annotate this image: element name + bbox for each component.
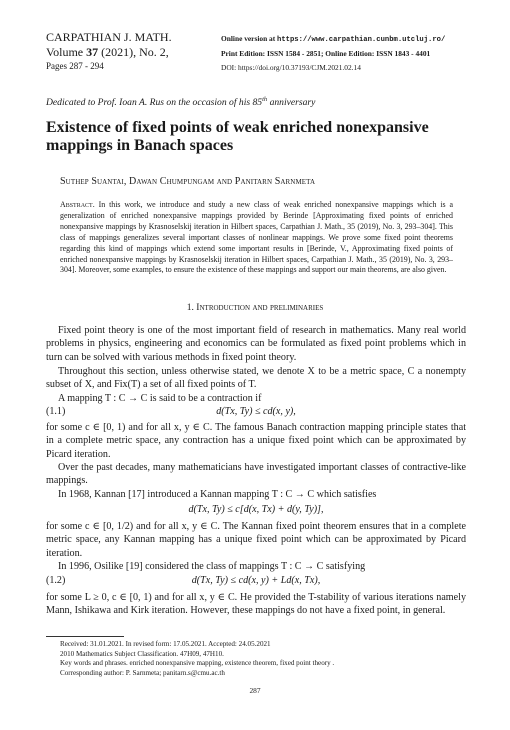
page-number: 287 — [249, 686, 261, 695]
paragraph-8: In 1996, Osilike [19] considered the class of mappings T : C → C satisfying — [58, 561, 366, 572]
footnote-keywords: Key words and phrases. enriched nonexpansive mapping, existence theorem, fixed point theory . — [60, 659, 335, 668]
paragraph-1: Fixed point theory is one of the most important field of research in mathematics. Many real world problems in physics, engineering and economics can be formulated as fixed point problems which in turn can be solved with various methods in fixed point theory. — [46, 325, 466, 363]
paragraph-2: Throughout this section, unless otherwise stated, we denote X to be a metric space, C a nonempty subset of X, and Fix(T) a set of all fixed points of T. — [46, 366, 466, 391]
paragraph-4: for some c ∈ [0, 1) and for all x, y ∈ C. The famous Banach contraction mapping principle states that in a complete metric space, any contraction has a unique fixed point which can be approximated by Picard iteration. — [46, 422, 466, 460]
footnotes — [60, 640, 460, 678]
journal-volume: Volume 37 (2021), No. 2, — [46, 45, 169, 59]
paragraph-5: Over the past decades, many mathematicians have investigated important classes of contractive-like mappings. — [46, 462, 466, 487]
dedication: Dedicated to Prof. Ioan A. Rus on the occasion of his 85th anniversary — [46, 96, 316, 109]
equation-number: (1.1) — [46, 406, 66, 417]
footnote-msc: 2010 Mathematics Subject Classification. 47H09, 47H10. — [60, 649, 224, 658]
journal-header — [46, 30, 172, 73]
paper-title: Existence of fixed points of weak enriched nonexpansive mappings in Banach spaces — [46, 119, 429, 154]
online-version: Online version at https://www.carpathian.cunbm.utcluj.ro/ — [221, 34, 446, 44]
paragraph-6: In 1968, Kannan [17] introduced a Kannan mapping T : C → C which satisfies — [58, 489, 377, 500]
online-url-link[interactable]: https://www.carpathian.cunbm.utcluj.ro/ — [277, 36, 446, 44]
paragraph-9: for some L ≥ 0, c ∈ [0, 1) and for all x, y ∈ C. He provided the T-stability of various iterations namely Mann, Ishikawa and Kirk iteration. However, these mappings do not have a fixed point, in general. — [46, 592, 466, 617]
abstract-label: Abstract. — [60, 200, 95, 209]
equation-body: d(Tx, Ty) ≤ c[d(x, Tx) + d(y, Ty)], — [188, 504, 324, 515]
doi-link[interactable]: DOI: https://doi.org/10.37193/CJM.2021.02.14 — [221, 63, 361, 72]
footnote-corresponding: Corresponding author: P. Sarnmeta; panitarn.s@cmu.ac.th — [60, 668, 225, 677]
equation-body: d(Tx, Ty) ≤ cd(x, y) + Ld(x, Tx), — [191, 575, 321, 586]
equation-body: d(Tx, Ty) ≤ cd(x, y), — [216, 406, 296, 417]
authors: Suthep Suantai, Dawan Chumpungam and Panitarn Sarnmeta — [60, 176, 316, 187]
footnote-received: Received: 31.01.2021. In revised form: 17.05.2021. Accepted: 24.05.2021 — [60, 640, 271, 648]
equation-1-1 — [46, 406, 466, 420]
section-heading: 1. Introduction and preliminaries — [186, 302, 324, 313]
paragraph-3: A mapping T : C → C is said to be a contraction if — [58, 393, 262, 404]
footnote-rule — [46, 636, 124, 637]
publication-info — [221, 32, 445, 75]
issn-line: Print Edition: ISSN 1584 - 2851; Online Edition: ISSN 1843 - 4401 — [221, 49, 431, 58]
equation-number: (1.2) — [46, 575, 66, 586]
equation-kannan — [46, 504, 466, 518]
abstract-text: In this work, we introduce and study a new class of weak enriched nonexpansive mappings which is a generalization of enriched nonexpansive mappings provided by Berinde [Approximating fixed points of enriched nonexpansive mappings by Krasnoselskij iteration in Hilbert spaces, Carpathian J. Math., 35 (2019), No. 3, 293–304]. This class of mappings generalizes several important classes of nonlinear mappings. We prove some fixed point theorems regarding this kind of mappings which extend some important results in [Berinde, V., Approximating fixed points of enriched nonexpansive mappings by Krasnoselskij iteration in Hilbert spaces, Carpathian J. Math., 35 (2019), No. 3, 293–304]. Moreover, some examples, to ensure the existence of these mappings and support our main theorems, are also given. — [60, 200, 453, 275]
journal-name: CARPATHIAN J. MATH. — [46, 30, 172, 44]
abstract — [60, 200, 453, 276]
paragraph-7: for some c ∈ [0, 1/2) and for all x, y ∈ C. The Kannan fixed point theorem ensures that in a complete metric space, any Kannan mapping has a unique fixed point which can be approximated by Picard iteration. — [46, 521, 466, 559]
equation-1-2 — [46, 575, 466, 589]
journal-pages: Pages 287 - 294 — [46, 61, 104, 71]
